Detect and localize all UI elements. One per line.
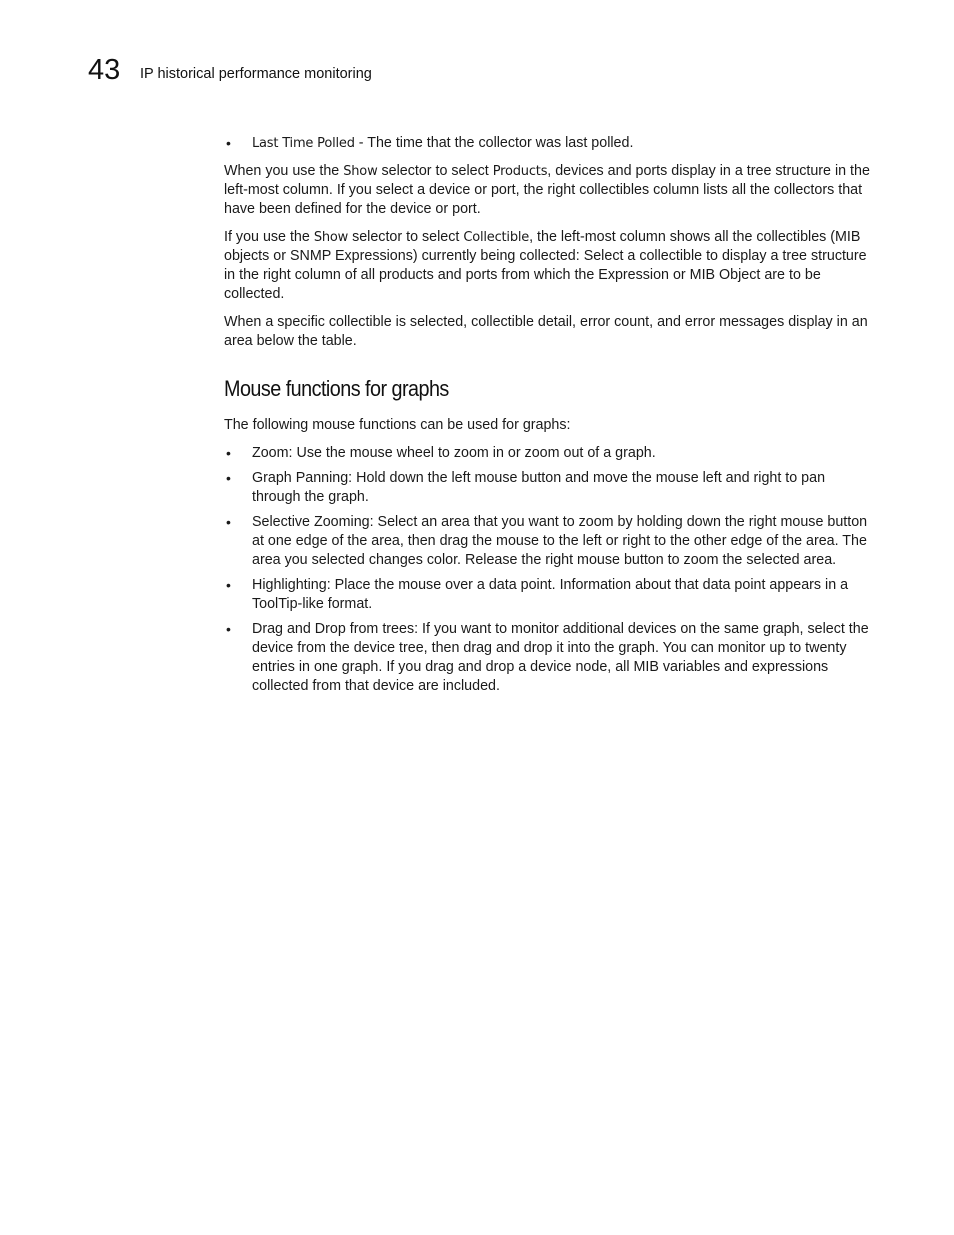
list-item [224, 620, 870, 696]
text-run: When you use the [224, 163, 344, 179]
running-header-title: IP historical performance monitoring [140, 66, 372, 82]
ui-term-collectible: Collectible [463, 230, 530, 245]
list-item [224, 513, 870, 570]
list-item-text: - The time that the collector was last polled. [354, 135, 634, 151]
chapter-number: 43 [88, 54, 121, 86]
ui-term-last-time-polled: Last Time Polled [252, 136, 355, 151]
list-item-text: Drag and Drop from trees: If you want to monitor additional devices on the same graph, select the device from the device tree, then drag and drop it into the graph. You can monitor up to twenty entries in one graph. If you drag and drop a device node, all MIB variables and expressions collected from that device are included. [252, 621, 869, 694]
bullet-icon: • [226, 577, 231, 593]
paragraph-show-collectible [224, 228, 870, 304]
list-item-text: Selective Zooming: Select an area that you want to zoom by holding down the right mouse button at one edge of the area, then drag the mouse to the left or right to the other edge of the area. The area you selected changes color. Release the right mouse button to zoom the selected area. [252, 514, 868, 568]
text-run: selector to select [377, 163, 493, 179]
section-heading: Mouse functions for graphs [224, 376, 449, 401]
text-run: , devices and ports display in a tree structure in the left-most column. If you select a device or port, the right collectibles column lists all the collectors that have been defined for the device or port. [224, 163, 870, 217]
paragraph-collectible-detail: When a specific collectible is selected, collectible detail, error count, and error messages display in an area below the table. [224, 314, 868, 349]
section-intro: The following mouse functions can be used for graphs: [224, 417, 571, 433]
intro-bullet-list [224, 134, 870, 153]
paragraph-show-products [224, 162, 870, 219]
list-item [224, 134, 870, 153]
list-item-text: Highlighting: Place the mouse over a data point. Information about that data point appears in a ToolTip-like format. [252, 577, 849, 612]
list-item [224, 576, 870, 614]
text-run: selector to select [348, 229, 464, 245]
ui-term-show: Show [343, 164, 378, 179]
bullet-icon: • [226, 445, 231, 461]
text-run: If you use the [224, 229, 314, 245]
mouse-functions-list [224, 444, 870, 696]
bullet-icon: • [226, 621, 231, 637]
bullet-icon: • [226, 470, 231, 486]
text-run: , the left-most column shows all the collectibles (MIB objects or SNMP Expressions) currently being collected: Select a collectible to display a tree structure in the right column of all products and ports from which the Expression or MIB Object are to be collected. [224, 229, 867, 302]
ui-term-show: Show [313, 230, 349, 245]
bullet-icon: • [226, 135, 231, 151]
bullet-icon: • [226, 514, 231, 530]
list-item [224, 469, 870, 507]
list-item [224, 444, 870, 463]
page-content [224, 134, 870, 705]
list-item-text: Graph Panning: Hold down the left mouse button and move the mouse left and right to pan through the graph. [252, 470, 826, 505]
list-item-text: Zoom: Use the mouse wheel to zoom in or zoom out of a graph. [252, 445, 656, 461]
ui-term-products: Products [492, 164, 548, 179]
